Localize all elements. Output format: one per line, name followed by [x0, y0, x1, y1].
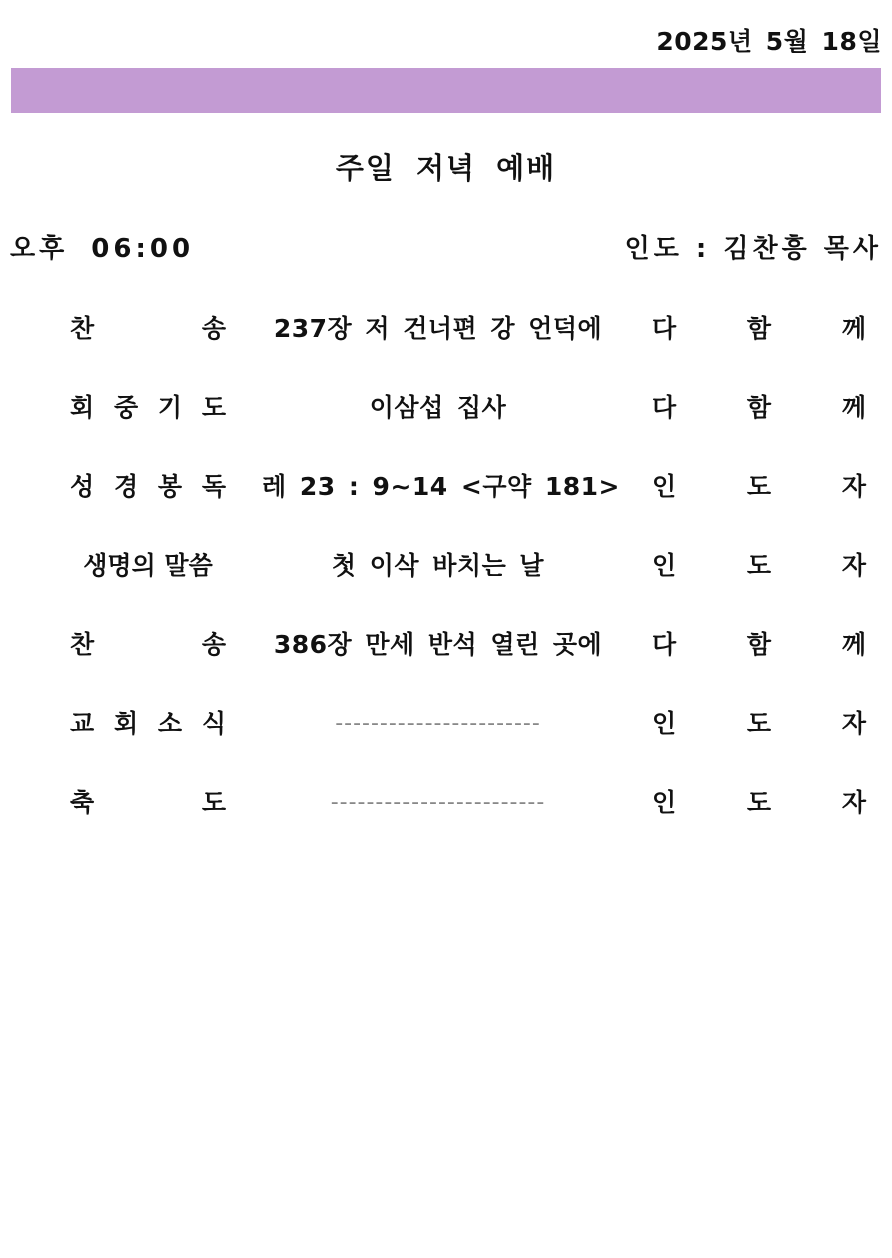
order-item-label: 찬 송 — [70, 314, 226, 343]
order-item-content: ----------------------- — [335, 711, 541, 736]
order-row-sermon — [0, 529, 892, 608]
order-item-content: 첫 이삭 바치는 날 — [331, 551, 545, 580]
order-item-label: 교 회 소 식 — [70, 709, 226, 738]
order-item-participant: 다 함 께 — [652, 393, 866, 422]
order-row-hymn-opening — [0, 292, 892, 371]
order-item-content: 레 23 : 9~14 <구약 181> — [262, 472, 620, 501]
order-item-participant: 인 도 자 — [652, 709, 866, 738]
service-title: 주일 저녁 예배 — [335, 151, 557, 185]
order-item-content: 이삼섭 집사 — [369, 393, 507, 422]
order-row-prayer — [0, 371, 892, 450]
header-band — [11, 68, 881, 113]
order-item-label: 생명의 말씀 — [83, 551, 213, 580]
order-item-participant: 인 도 자 — [652, 788, 866, 817]
order-item-label: 회 중 기 도 — [70, 393, 226, 422]
order-row-scripture — [0, 450, 892, 529]
service-leader: 인도 : 김찬흥 목사 — [624, 234, 882, 264]
order-item-label: 성 경 봉 독 — [70, 472, 226, 501]
bulletin-date: 2025년 5월 18일 — [656, 27, 882, 56]
order-item-content: 386장 만세 반석 열린 곳에 — [273, 630, 603, 659]
service-time: 오후 06:00 — [10, 234, 195, 264]
order-row-announcements — [0, 687, 892, 766]
order-item-participant: 다 함 께 — [652, 314, 866, 343]
order-item-label: 축 도 — [70, 788, 226, 817]
order-of-worship — [0, 292, 892, 845]
order-row-hymn-closing — [0, 608, 892, 687]
order-item-participant: 인 도 자 — [652, 472, 866, 501]
order-item-label: 찬 송 — [70, 630, 226, 659]
order-item-content: 237장 저 건너편 강 언덕에 — [273, 314, 603, 343]
order-item-participant: 인 도 자 — [652, 551, 866, 580]
order-item-participant: 다 함 께 — [652, 630, 866, 659]
order-row-benediction — [0, 766, 892, 845]
order-item-content: ------------------------ — [330, 790, 546, 815]
